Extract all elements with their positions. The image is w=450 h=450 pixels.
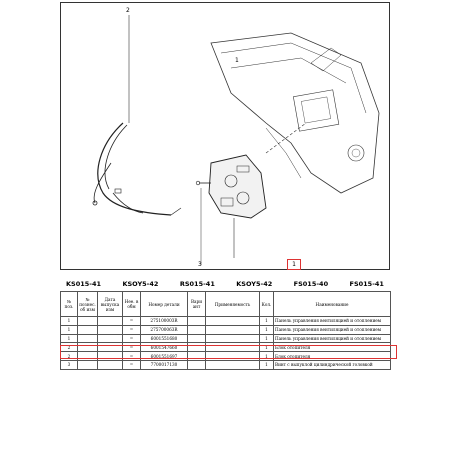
cell-applicability (206, 360, 260, 369)
cell-variant (188, 325, 206, 334)
cell-change-date (98, 360, 123, 369)
cell-change-no (78, 343, 98, 352)
cell-pos: 2 (61, 352, 78, 361)
cell-qty: 1 (260, 352, 274, 361)
header-applicability: Применяемость (206, 292, 260, 317)
cell-name: Блок отопителя (274, 343, 391, 352)
kit-code: FS015-41 (349, 280, 384, 288)
cell-name: Винт с выпуклой цилиндрической головкой (274, 360, 391, 369)
cell-qty: 1 (260, 317, 274, 326)
cell-part-number: 275700063R (141, 325, 188, 334)
cell-part-number: 6001547660 (141, 343, 188, 352)
cell-part-number: 6001551697 (141, 352, 188, 361)
table-row[interactable] (61, 325, 391, 334)
cell-applicability (206, 334, 260, 343)
cell-qty: 1 (260, 360, 274, 369)
table-header-row (61, 292, 391, 317)
header-qty: Кол. (260, 292, 274, 317)
cell-variant (188, 334, 206, 343)
cell-name: Панель управления вентиляцией и отоплением (274, 317, 391, 326)
kit-code: KSOY5-42 (236, 280, 273, 288)
cell-name: Панель управления вентиляцией и отоплением (274, 325, 391, 334)
cell-change-date (98, 352, 123, 361)
kit-code: KSOY5-42 (122, 280, 159, 288)
cell-pos: 2 (61, 343, 78, 352)
cell-qty: 1 (260, 334, 274, 343)
exploded-view-drawing (61, 3, 391, 271)
cell-pos: 1 (61, 325, 78, 334)
cell-change-no (78, 325, 98, 334)
callout-3-label: 3 (198, 261, 202, 268)
header-variant: Вари ант (188, 292, 206, 317)
cell-pos: 1 (61, 334, 78, 343)
cell-applicability (206, 325, 260, 334)
cell-name: Блок отопителя (274, 352, 391, 361)
header-pos: № поз. (61, 292, 78, 317)
cell-qty: 1 (260, 325, 274, 334)
table-row-highlighted[interactable] (61, 334, 391, 343)
cell-change-no (78, 334, 98, 343)
cell-pos: 3 (61, 360, 78, 369)
kit-code: KS015-41 (66, 280, 102, 288)
header-change-no: № познес. об изм (78, 292, 98, 317)
cell-change-no (78, 317, 98, 326)
cell-change-no (78, 360, 98, 369)
header-part-number: Номер детали (141, 292, 188, 317)
table-row[interactable] (61, 352, 391, 361)
cell-variant (188, 343, 206, 352)
header-interchange: Нее. в обм (123, 292, 141, 317)
cell-interchange: = (123, 334, 141, 343)
cell-interchange: = (123, 360, 141, 369)
cell-variant (188, 360, 206, 369)
cell-applicability (206, 352, 260, 361)
cell-pos: 1 (61, 317, 78, 326)
cell-part-number: 6001551680 (141, 334, 188, 343)
callout-1-dash-label: 1 (235, 57, 239, 64)
cell-variant (188, 317, 206, 326)
parts-table (60, 291, 391, 370)
cell-applicability (206, 343, 260, 352)
cell-interchange: = (123, 352, 141, 361)
cell-change-date (98, 317, 123, 326)
parts-diagram (60, 2, 390, 270)
cell-interchange: = (123, 317, 141, 326)
cell-part-number: 275100003R (141, 317, 188, 326)
kit-code: RS015-41 (179, 280, 215, 288)
cell-qty: 1 (260, 343, 274, 352)
header-change-date: Дата выпуска изм (98, 292, 123, 317)
kit-code: FS015-40 (293, 280, 329, 288)
cell-name: Панель управления вентиляцией и отоплением (274, 334, 391, 343)
kit-code-bar (60, 277, 390, 291)
cell-part-number: 7700017130 (141, 360, 188, 369)
cell-change-date (98, 334, 123, 343)
header-name: Наименование (274, 292, 391, 317)
callout-1-box (287, 259, 301, 270)
cell-change-no (78, 352, 98, 361)
table-row[interactable] (61, 360, 391, 369)
cell-interchange: = (123, 325, 141, 334)
callout-1-label: 1 (292, 261, 296, 268)
cell-change-date (98, 325, 123, 334)
table-row[interactable] (61, 343, 391, 352)
callout-2-label: 2 (126, 7, 130, 14)
cell-applicability (206, 317, 260, 326)
cell-variant (188, 352, 206, 361)
cell-change-date (98, 343, 123, 352)
cell-interchange: = (123, 343, 141, 352)
table-row[interactable] (61, 317, 391, 326)
